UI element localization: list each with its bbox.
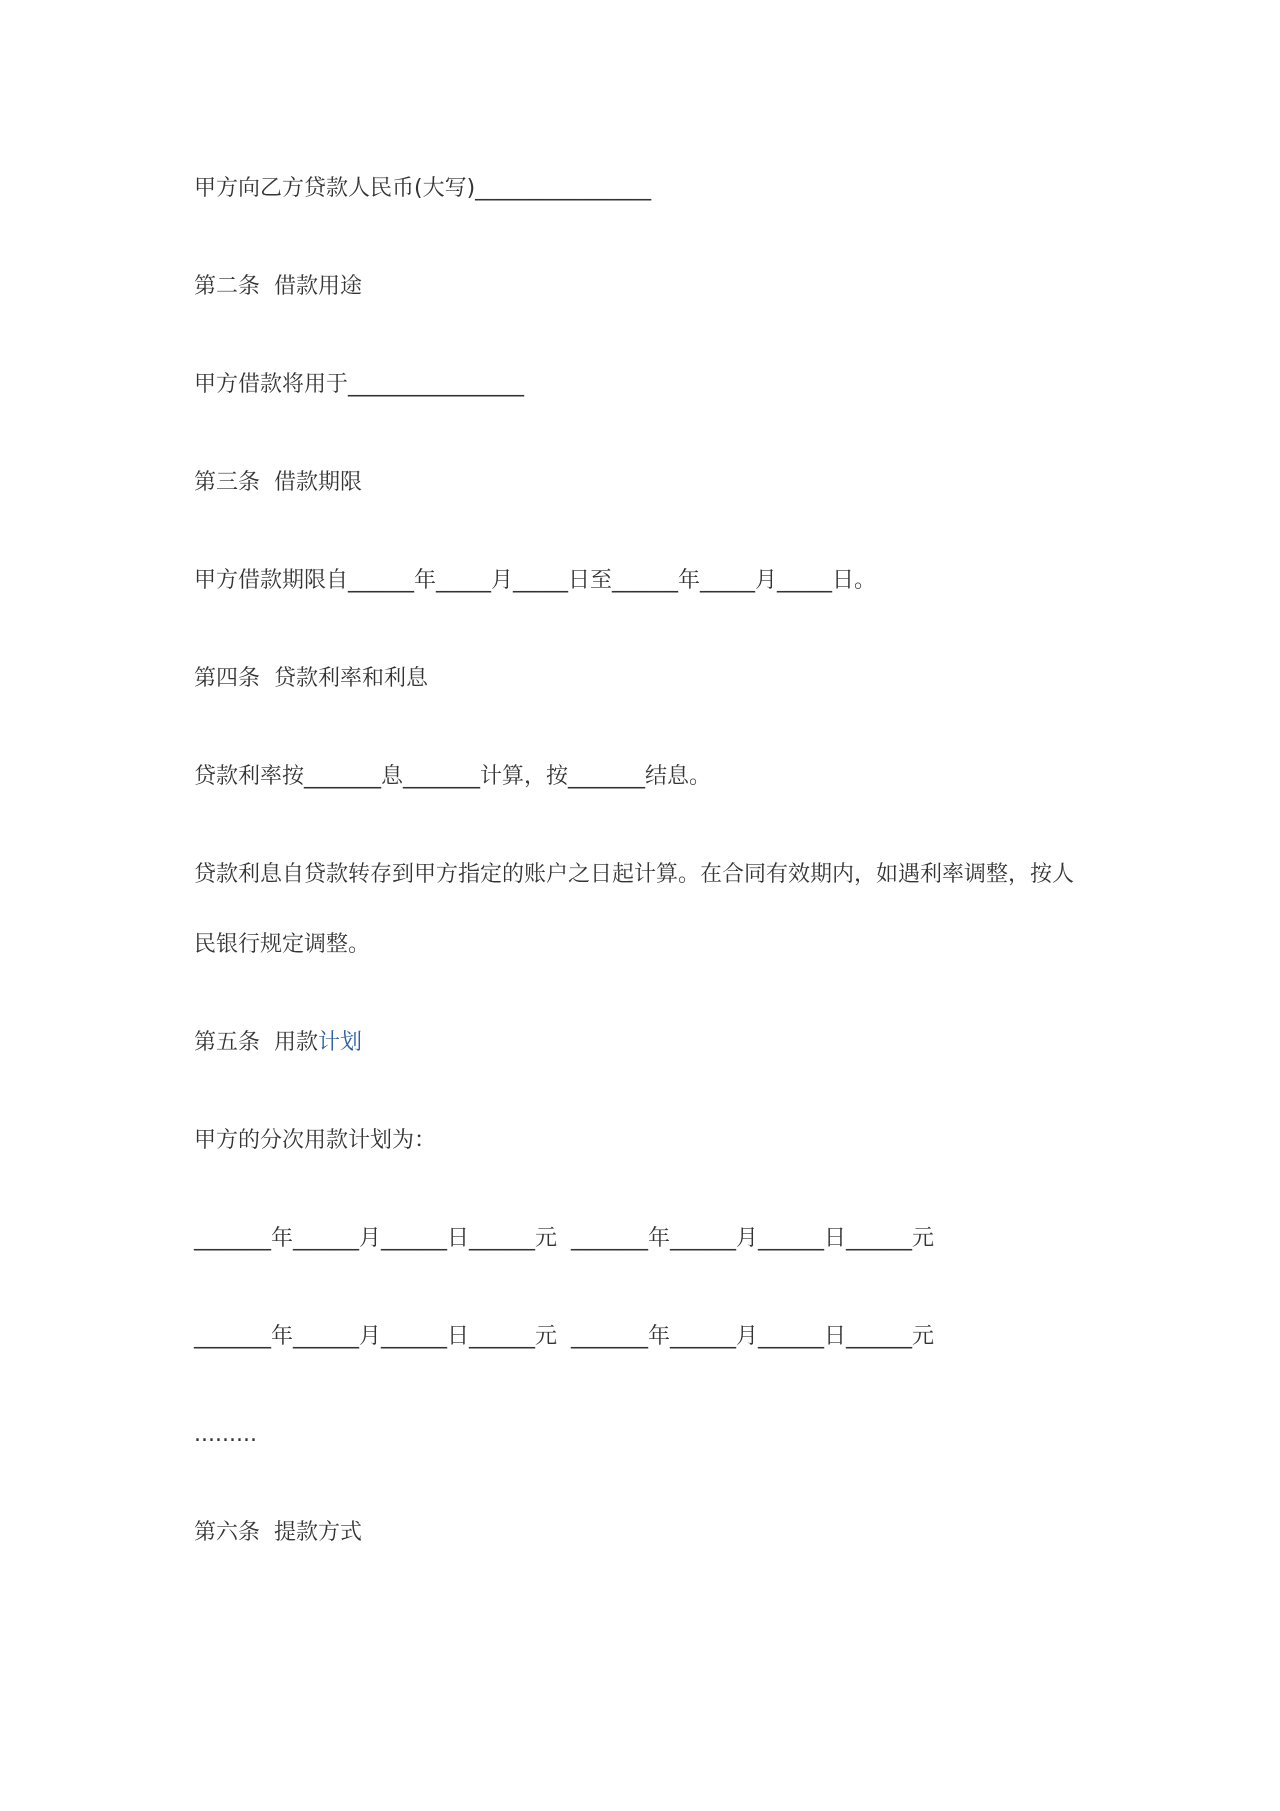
clause-3-heading: 第三条 借款期限: [194, 470, 362, 495]
disbursement-row-2: _______年______月______日______元 _______年______月______日______元: [194, 1324, 934, 1349]
loan-purpose-line: 甲方借款将用于________________: [194, 372, 525, 397]
clause-2-heading: 第二条 借款用途: [194, 274, 362, 299]
disbursement-plan-intro: 甲方的分次用款计划为：: [194, 1128, 437, 1153]
disbursement-row-1: _______年______月______日______元 _______年______月______日______元: [194, 1226, 934, 1251]
loan-amount-line: 甲方向乙方贷款人民币(大写)________________: [194, 176, 652, 201]
clause-6-heading: 第六条 提款方式: [194, 1520, 362, 1545]
ellipsis-line: .........: [194, 1422, 257, 1447]
clause-5-heading: [194, 1028, 362, 1058]
interest-rate-line: 贷款利率按_______息_______计算，按_______结息。: [194, 764, 712, 789]
interest-calc-line-1: 贷款利息自贷款转存到甲方指定的账户之日起计算。在合同有效期内，如遇利率调整，按人: [194, 862, 1075, 887]
clause-5-prefix: 第五条 用款: [194, 1030, 318, 1055]
clause-4-heading: 第四条 贷款利率和利息: [194, 666, 428, 691]
loan-term-line: 甲方借款期限自______年_____月_____日至______年_____月_____日。: [194, 568, 877, 593]
plan-link[interactable]: 计划: [318, 1030, 363, 1055]
interest-calc-line-2: 民银行规定调整。: [194, 932, 371, 957]
